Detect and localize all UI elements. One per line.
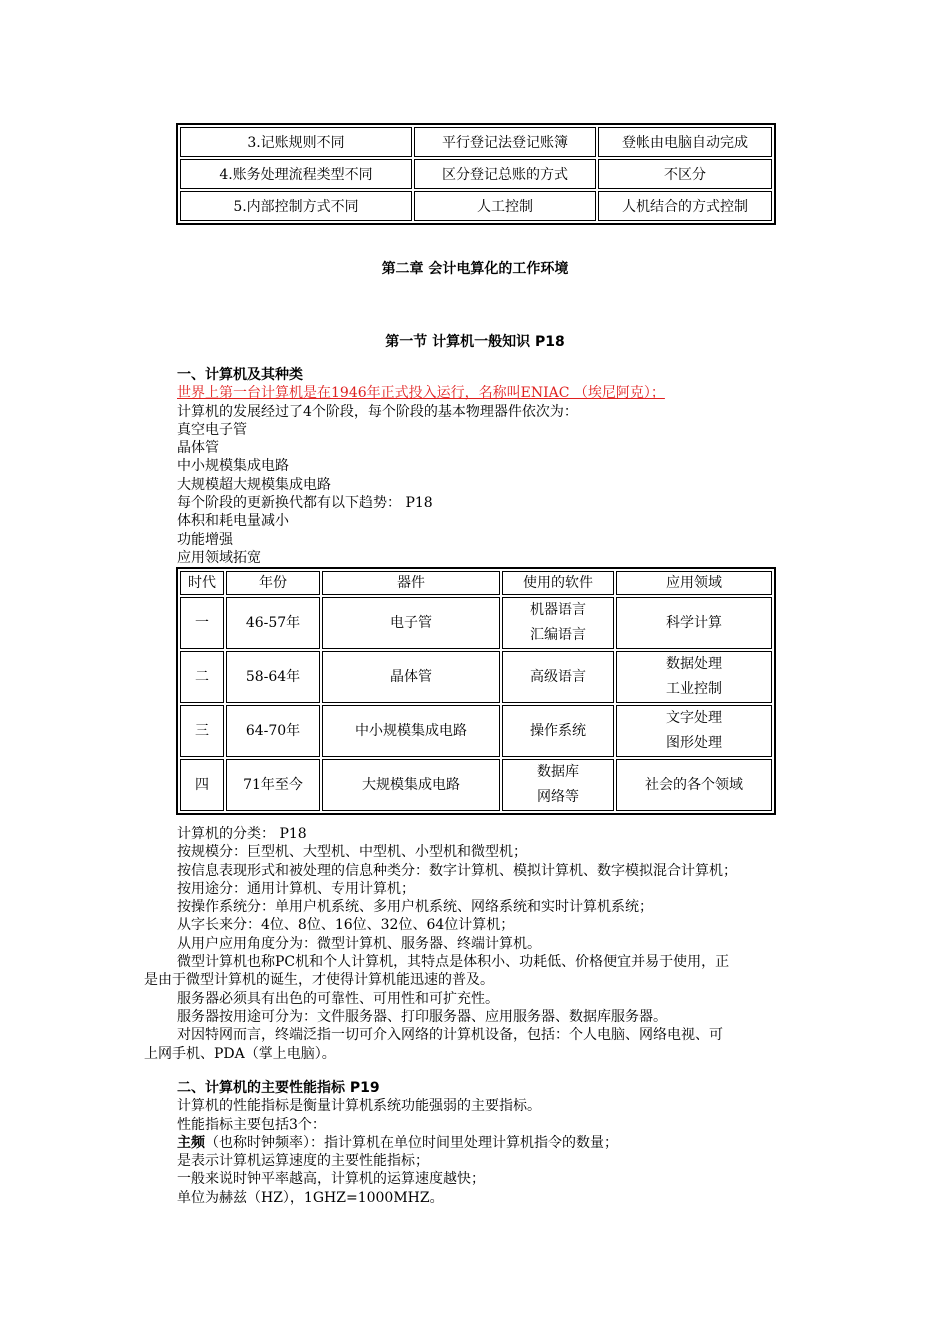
table-cell [616,759,772,811]
frequency-definition: （也称时钟频率）：指计算机在单位时间里处理计算机指令的数量； [205,1134,618,1151]
text-line: 服务器必须具有出色的可靠性、可用性和可扩充性。 [177,990,499,1007]
cell-line: 数据处理 [666,656,722,672]
chapter-title: 第二章 会计电算化的工作环境 [381,261,569,277]
table-row [180,597,772,649]
text-line: 计算机的发展经过了4个阶段，每个阶段的基本物理器件依次为： [177,403,578,420]
text-line: 功能增强 [177,531,233,548]
text-line: 上网手机、PDA（掌上电脑）。 [144,1045,336,1062]
header-cell: 器件 [322,571,500,595]
table-cell: 3.记账规则不同 [180,127,412,157]
table-cell: 人机结合的方式控制 [598,191,772,221]
table-row [180,191,772,221]
table-row [180,759,772,811]
table-row [180,127,772,157]
text-line: 晶体管 [177,440,219,457]
frequency-term: 主频 [177,1134,205,1151]
text-line: 按操作系统分：单用户机系统、多用户机系统、网络系统和实时计算机系统； [177,899,653,916]
text-line: 从字长来分：4位、8位、16位、32位、64位计算机； [177,917,515,934]
table-cell: 5.内部控制方式不同 [180,191,412,221]
table-cell: 晶体管 [322,651,500,703]
table-cell: 58-64年 [226,651,320,703]
eniac-highlight [177,384,817,402]
header-cell: 时代 [180,571,224,595]
cell-line: 文字处理 [666,710,722,726]
table-cell [502,597,614,649]
table-cell: 人工控制 [414,191,596,221]
text-line: 单位为赫兹（HZ），1GHZ=1000MHZ。 [177,1189,444,1206]
cell-line: 汇编语言 [530,627,586,643]
table-cell: 中小规模集成电路 [322,705,500,757]
cell-line: 网络等 [537,789,579,805]
cell-line: 社会的各个领域 [645,776,743,793]
table-cell: 大规模集成电路 [322,759,500,811]
text-line: 按信息表现形式和被处理的信息种类分：数字计算机、模拟计算机、数字模拟混合计算机； [177,862,737,879]
table-cell: 三 [180,705,224,757]
cell-line: 操作系统 [530,722,586,739]
classification-block [144,825,857,1063]
text-line: 按用途分：通用计算机、专用计算机； [177,880,415,897]
highlight-text: 世界上第一台计算机是在1946年正式投入运行，名称叫ENIAC （埃尼阿克）； [177,385,665,402]
text-line: 按规模分：巨型机、大型机、中型机、小型机和微型机； [177,844,527,861]
part1-block [177,366,817,567]
text-line: 每个阶段的更新换代都有以下趋势： P18 [177,495,433,512]
text-line: 中小规模集成电路 [177,458,289,475]
text-line: 计算机的性能指标是衡量计算机系统功能强弱的主要指标。 [177,1098,541,1115]
table-row [180,651,772,703]
table-cell: 电子管 [322,597,500,649]
text-line: 是由于微型计算机的诞生，才使得计算机能迅速的普及。 [144,972,494,989]
text-line: 性能指标主要包括3个： [177,1116,326,1133]
part2-block [177,1079,817,1207]
table-cell [616,705,772,757]
frequency-line [177,1134,817,1152]
cell-line: 工业控制 [666,681,722,697]
table-header-row [180,571,772,595]
text-line: 大规模超大规模集成电路 [177,476,331,493]
table-cell: 46-57年 [226,597,320,649]
table-row [180,705,772,757]
header-cell: 年份 [226,571,320,595]
cell-line: 数据库 [537,764,579,780]
table-cell [502,651,614,703]
section-title: 第一节 计算机一般知识 P18 [385,334,565,350]
accounting-comparison-table [176,123,776,225]
part2-heading: 二、计算机的主要性能指标 P19 [177,1080,380,1096]
computer-generations-table [176,567,776,815]
table-cell: 平行登记法登记账簿 [414,127,596,157]
table-cell [502,759,614,811]
table-cell [616,597,772,649]
table-cell: 64-70年 [226,705,320,757]
part1-heading: 一、计算机及其种类 [177,367,303,383]
table-cell: 71年至今 [226,759,320,811]
text-line: 是表示计算机运算速度的主要性能指标； [177,1153,429,1170]
header-cell: 使用的软件 [502,571,614,595]
table-cell [616,651,772,703]
table-row [180,159,772,189]
text-line: 一般来说时钟平率越高，计算机的运算速度越快； [177,1171,485,1188]
text-line: 计算机的分类： P18 [177,826,307,842]
cell-line: 高级语言 [530,668,586,685]
table-cell: 登帐由电脑自动完成 [598,127,772,157]
cell-line: 图形处理 [666,735,722,751]
table-cell: 一 [180,597,224,649]
table-cell: 四 [180,759,224,811]
table-cell: 区分登记总账的方式 [414,159,596,189]
table-cell: 二 [180,651,224,703]
text-line: 从用户应用角度分为：微型计算机、服务器、终端计算机。 [177,935,541,952]
text-line: 应用领域拓宽 [177,549,261,566]
header-cell: 应用领域 [616,571,772,595]
text-line: 体积和耗电量减小 [177,513,289,530]
text-line: 服务器按用途可分为：文件服务器、打印服务器、应用服务器、数据库服务器。 [177,1008,667,1025]
cell-line: 机器语言 [530,602,586,618]
text-line: 微型计算机也称PC机和个人计算机，其特点是体积小、功耗低、价格便宜并易于使用，正 [177,954,730,971]
text-line: 对因特网而言，终端泛指一切可介入网络的计算机设备，包括：个人电脑、网络电视、可 [177,1027,723,1044]
table-cell [502,705,614,757]
table-cell: 4.账务处理流程类型不同 [180,159,412,189]
cell-line: 科学计算 [666,614,722,631]
table-cell: 不区分 [598,159,772,189]
text-line: 真空电子管 [177,421,247,438]
